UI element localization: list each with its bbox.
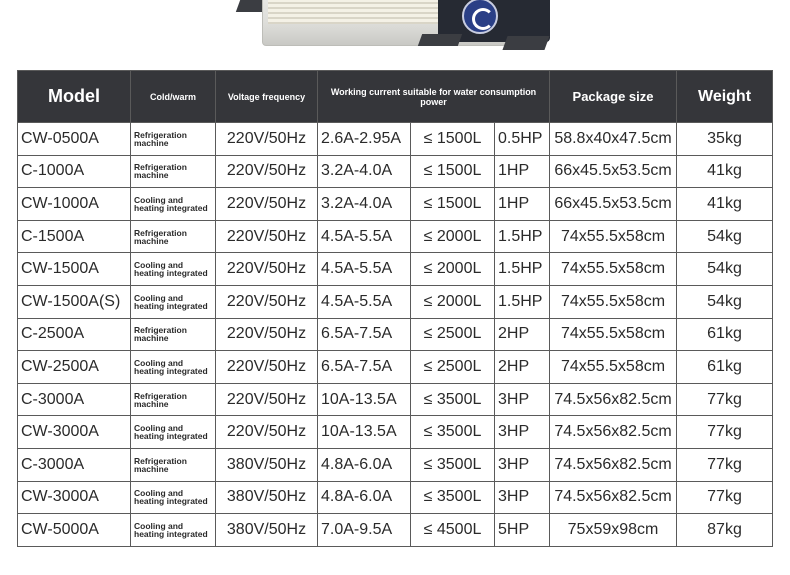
cell-weight: 54kg [677,285,773,318]
cell-package: 74.5x56x82.5cm [550,481,677,514]
header-current-water-power: Working current suitable for water consumption power [318,71,550,123]
cell-current: 3.2A-4.0A [318,155,411,188]
cell-model: CW-5000A [18,514,131,547]
cell-current: 7.0A-9.5A [318,514,411,547]
cell-weight: 77kg [677,481,773,514]
cell-package: 66x45.5x53.5cm [550,155,677,188]
cell-model: C-2500A [18,318,131,351]
table-row [18,481,773,514]
cell-mode: Cooling and heating integrated [131,253,216,286]
cell-water: ≤ 2500L [411,351,495,384]
cell-power: 1HP [495,188,550,221]
cell-voltage: 220V/50Hz [216,318,318,351]
table-row [18,253,773,286]
cell-current: 10A-13.5A [318,416,411,449]
cell-water: ≤ 2000L [411,220,495,253]
cell-voltage: 380V/50Hz [216,448,318,481]
cell-model: CW-1000A [18,188,131,221]
cell-voltage: 220V/50Hz [216,123,318,156]
table-row [18,448,773,481]
cell-model: C-1500A [18,220,131,253]
cell-mode: Cooling and heating integrated [131,514,216,547]
cell-power: 5HP [495,514,550,547]
table-row [18,123,773,156]
table-row [18,285,773,318]
cell-power: 3HP [495,448,550,481]
cell-power: 0.5HP [495,123,550,156]
cell-package: 74x55.5x58cm [550,351,677,384]
cell-package: 74x55.5x58cm [550,318,677,351]
header-mode: Cold/warm [131,71,216,123]
cell-voltage: 220V/50Hz [216,351,318,384]
cell-mode: Refrigeration machine [131,383,216,416]
cell-current: 6.5A-7.5A [318,351,411,384]
cell-mode: Refrigeration machine [131,220,216,253]
cell-power: 3HP [495,416,550,449]
cell-current: 10A-13.5A [318,383,411,416]
cell-mode: Refrigeration machine [131,448,216,481]
cell-power: 1.5HP [495,220,550,253]
cell-current: 4.8A-6.0A [318,448,411,481]
cell-water: ≤ 1500L [411,123,495,156]
cell-power: 3HP [495,383,550,416]
cell-water: ≤ 3500L [411,416,495,449]
cell-power: 2HP [495,318,550,351]
cell-voltage: 380V/50Hz [216,481,318,514]
cell-current: 4.5A-5.5A [318,253,411,286]
cell-water: ≤ 2500L [411,318,495,351]
cell-package: 74.5x56x82.5cm [550,448,677,481]
cell-package: 66x45.5x53.5cm [550,188,677,221]
cell-current: 6.5A-7.5A [318,318,411,351]
cell-weight: 77kg [677,383,773,416]
cell-voltage: 220V/50Hz [216,416,318,449]
cell-power: 1.5HP [495,253,550,286]
table-body [18,123,773,547]
cell-voltage: 220V/50Hz [216,285,318,318]
cell-model: CW-1500A(S) [18,285,131,318]
spec-table [17,70,773,547]
header-package: Package size [550,71,677,123]
table-row [18,188,773,221]
cell-current: 4.5A-5.5A [318,220,411,253]
machine-foot [502,36,549,50]
cell-water: ≤ 1500L [411,155,495,188]
cell-mode: Cooling and heating integrated [131,351,216,384]
cell-package: 58.8x40x47.5cm [550,123,677,156]
header-voltage: Voltage frequency [216,71,318,123]
cell-voltage: 380V/50Hz [216,514,318,547]
cell-weight: 41kg [677,155,773,188]
cell-current: 4.5A-5.5A [318,285,411,318]
table-row [18,155,773,188]
cell-model: CW-3000A [18,416,131,449]
cell-weight: 77kg [677,448,773,481]
cell-model: C-3000A [18,448,131,481]
cell-current: 3.2A-4.0A [318,188,411,221]
cell-mode: Cooling and heating integrated [131,416,216,449]
cell-current: 4.8A-6.0A [318,481,411,514]
cell-voltage: 220V/50Hz [216,188,318,221]
table-header-row [18,71,773,123]
table-row [18,318,773,351]
cell-power: 2HP [495,351,550,384]
cell-weight: 35kg [677,123,773,156]
cell-weight: 61kg [677,351,773,384]
header-model: Model [18,71,131,123]
cell-water: ≤ 2000L [411,285,495,318]
table-row [18,220,773,253]
cell-package: 74.5x56x82.5cm [550,416,677,449]
cell-package: 74x55.5x58cm [550,220,677,253]
cell-model: C-1000A [18,155,131,188]
cell-mode: Cooling and heating integrated [131,481,216,514]
cell-weight: 87kg [677,514,773,547]
cell-weight: 54kg [677,220,773,253]
table-row [18,383,773,416]
cell-water: ≤ 1500L [411,188,495,221]
table-row [18,351,773,384]
table-row [18,416,773,449]
cell-current: 2.6A-2.95A [318,123,411,156]
cell-mode: Refrigeration machine [131,123,216,156]
cell-package: 74x55.5x58cm [550,285,677,318]
cell-voltage: 220V/50Hz [216,383,318,416]
cell-water: ≤ 3500L [411,481,495,514]
table-row [18,514,773,547]
cell-package: 74.5x56x82.5cm [550,383,677,416]
machine-vent [268,0,438,24]
cell-weight: 77kg [677,416,773,449]
cell-power: 1.5HP [495,285,550,318]
cell-power: 1HP [495,155,550,188]
header-weight: Weight [677,71,773,123]
cell-power: 3HP [495,481,550,514]
cell-weight: 41kg [677,188,773,221]
cell-model: CW-3000A [18,481,131,514]
cell-mode: Refrigeration machine [131,155,216,188]
cell-water: ≤ 3500L [411,448,495,481]
cell-water: ≤ 2000L [411,253,495,286]
cell-model: CW-1500A [18,253,131,286]
cell-model: CW-2500A [18,351,131,384]
cell-voltage: 220V/50Hz [216,220,318,253]
product-photo [0,0,790,68]
cell-model: CW-0500A [18,123,131,156]
cell-voltage: 220V/50Hz [216,253,318,286]
cell-model: C-3000A [18,383,131,416]
cell-water: ≤ 3500L [411,383,495,416]
cell-voltage: 220V/50Hz [216,155,318,188]
cell-water: ≤ 4500L [411,514,495,547]
machine-foot [418,34,462,46]
cell-package: 74x55.5x58cm [550,253,677,286]
cell-weight: 54kg [677,253,773,286]
cell-mode: Refrigeration machine [131,318,216,351]
cell-package: 75x59x98cm [550,514,677,547]
cell-mode: Cooling and heating integrated [131,188,216,221]
cell-weight: 61kg [677,318,773,351]
cell-mode: Cooling and heating integrated [131,285,216,318]
